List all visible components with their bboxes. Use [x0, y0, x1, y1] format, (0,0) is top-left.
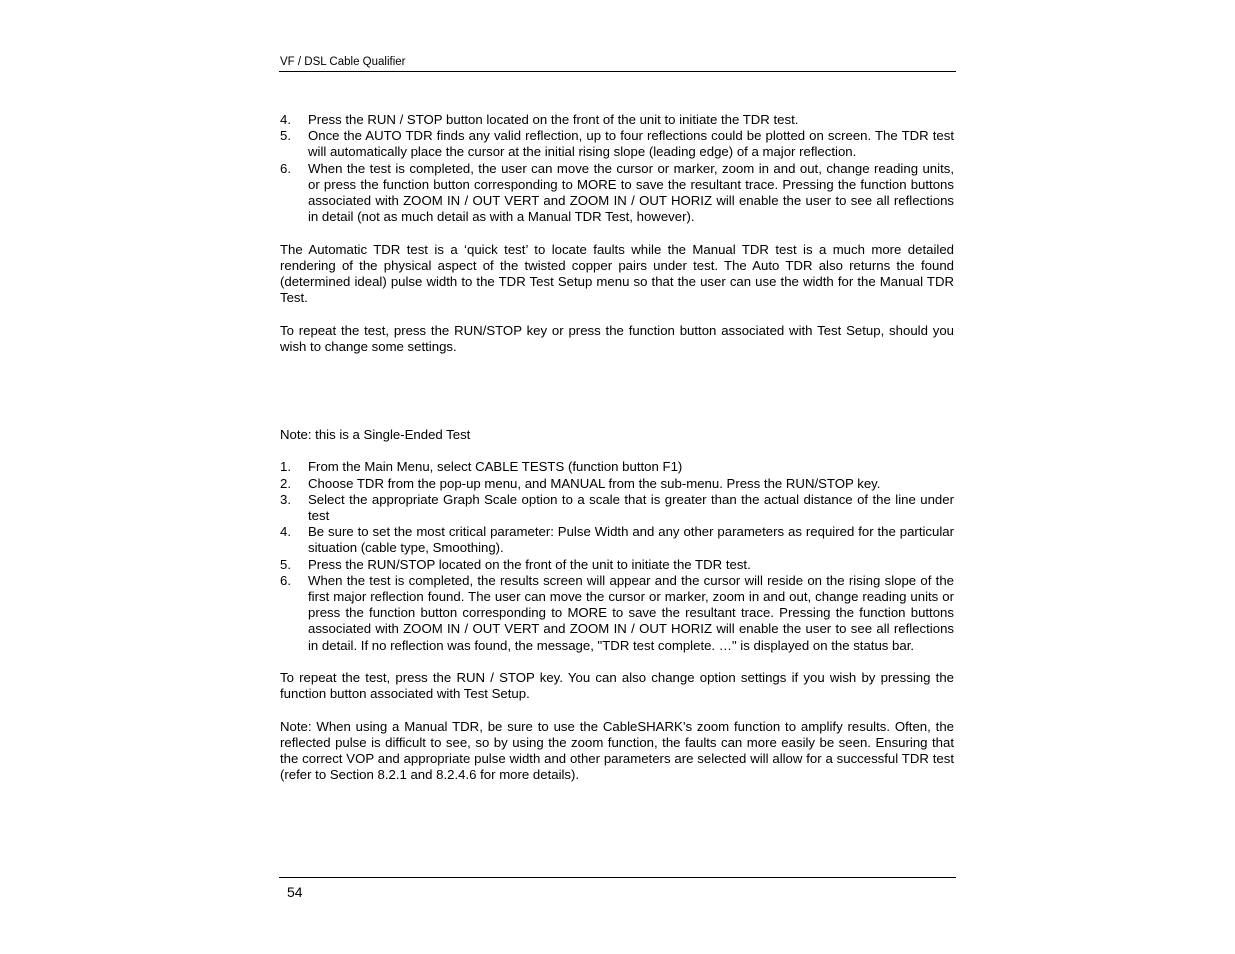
spacer: [280, 225, 954, 241]
list-item-number: 5.: [280, 556, 291, 572]
list-item: [280, 492, 954, 524]
list-item: [280, 459, 954, 475]
spacer: [280, 306, 954, 322]
list-item-number: 4.: [280, 524, 291, 540]
list-item-text: Press the RUN/STOP located on the front of the unit to initiate the TDR test.: [308, 556, 751, 572]
list-item-text: Be sure to set the most critical parameter: Pulse Width and any other parameters as required for the particular situation (cable type, Smoothing).: [308, 524, 954, 556]
list-item-number: 6.: [280, 572, 291, 588]
page-number: 54: [287, 884, 303, 900]
running-header: VF / DSL Cable Qualifier: [280, 56, 406, 68]
list-item-text: Select the appropriate Graph Scale option to a scale that is greater than the actual distance of the line under test: [308, 491, 954, 523]
list-item-number: 1.: [280, 459, 291, 475]
list-item-text: When the test is completed, the results screen will appear and the cursor will reside on the rising slope of the first major reflection found. The user can move the cursor or marker, zoom in and out, change reading units or press the function button corresponding to MORE to save the resultant trace. Pressing the function buttons associated with ZOOM IN / OUT VERT and ZOOM IN / OUT HORIZ will enable the user to see all reflections in detail. If no reflection was found, the message, "TDR test complete. …" is displayed on the status bar.: [308, 572, 954, 653]
list-item-number: 5.: [280, 128, 291, 144]
manual-tdr-section: [280, 427, 954, 783]
list-item-text: Once the AUTO TDR finds any valid reflection, up to four reflections could be plotted on screen. The TDR test will automatically place the cursor at the initial rising slope (leading edge) of a major reflection.: [308, 128, 954, 160]
spacer: [280, 654, 954, 670]
list-item-text: When the test is completed, the user can move the cursor or marker, zoom in and out, change reading units, or press the function button corresponding to MORE to save the resultant trace. Pressing the function buttons associated with ZOOM IN / OUT VERT and ZOOM IN / OUT HORIZ will enable the user to see all reflections in detail (not as much detail as with a Manual TDR Test, however).: [308, 160, 954, 225]
manual-tdr-repeat-instructions: To repeat the test, press the RUN / STOP key. You can also change option settings if you wish by pressing the function button associated with Test Setup.: [280, 670, 954, 702]
manual-tdr-note: Note: this is a Single-Ended Test: [280, 427, 471, 442]
list-item: [280, 161, 954, 226]
spacer: [280, 443, 954, 459]
list-item-text: Choose TDR from the pop-up menu, and MANUAL from the sub-menu. Press the RUN/STOP key.: [308, 475, 881, 491]
list-item: [280, 476, 954, 492]
list-item-number: 6.: [280, 160, 291, 176]
list-item: [280, 573, 954, 654]
list-item: [280, 112, 954, 128]
auto-tdr-repeat-instructions: To repeat the test, press the RUN/STOP key or press the function button associated with Test Setup, should you wish to change some settings.: [280, 322, 954, 354]
list-item-number: 4.: [280, 112, 291, 127]
manual-tdr-steps: [280, 459, 954, 653]
list-item-number: 2.: [280, 475, 291, 491]
spacer: [280, 702, 954, 718]
list-item-text: Press the RUN / STOP button located on the front of the unit to initiate the TDR test.: [308, 112, 799, 127]
footer-rule: [279, 877, 956, 878]
list-item: [280, 524, 954, 556]
auto-tdr-section: [280, 112, 954, 355]
list-item: [280, 128, 954, 160]
auto-tdr-steps: [280, 112, 954, 225]
list-item: [280, 557, 954, 573]
header-rule: [279, 71, 956, 72]
list-item-text: From the Main Menu, select CABLE TESTS (function button F1): [308, 459, 683, 475]
manual-tdr-zoom-note: Note: When using a Manual TDR, be sure to use the CableSHARK’s zoom function to amplify results. Often, the reflected pulse is difficult to see, so by using the zoom function, the faults can more easily be seen. Ensuring that the correct VOP and appropriate pulse width and other parameters are selected will allow for a successful TDR test (refer to Section 8.2.1 and 8.2.4.6 for more details).: [280, 718, 954, 783]
auto-tdr-description: The Automatic TDR test is a ‘quick test’ to locate faults while the Manual TDR test is a much more detailed rendering of the physical aspect of the twisted copper pairs under test. The Auto TDR also returns the found (determined ideal) pulse width to the TDR Test Setup menu so that the user can use the width for the Manual TDR Test.: [280, 241, 954, 306]
list-item-number: 3.: [280, 491, 291, 507]
